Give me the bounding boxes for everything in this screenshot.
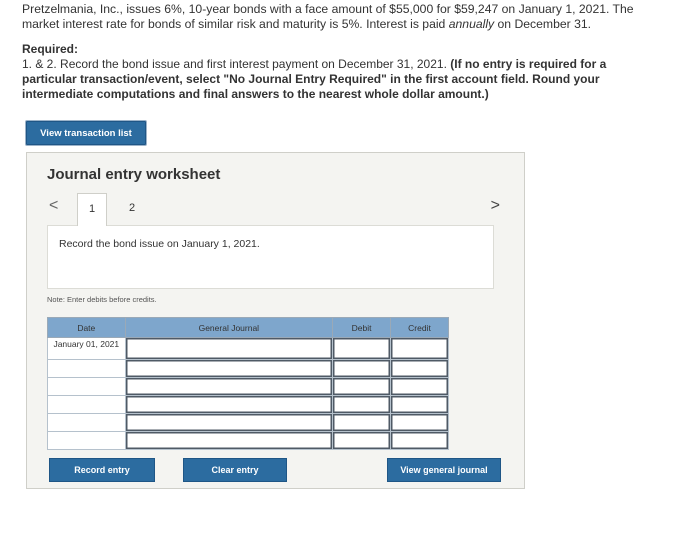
- credit-input[interactable]: [390, 378, 448, 396]
- debit-input[interactable]: [333, 432, 391, 450]
- date-cell-empty: [48, 360, 126, 378]
- instruction-panel: [47, 225, 494, 289]
- worksheet-title: Journal entry worksheet: [47, 166, 221, 183]
- table-row: [48, 360, 449, 378]
- debit-input[interactable]: [333, 360, 391, 378]
- table-row: [48, 396, 449, 414]
- table-row: [48, 414, 449, 432]
- problem-text: Pretzelmania, Inc., issues 6%, 10-year bonds with a face amount of $55,000 for $59,247 on January 1, 2021. The market interest rate for bonds of similar risk and maturity is 5%. Interest is paid: [22, 2, 634, 31]
- account-input[interactable]: [125, 414, 333, 432]
- debit-input[interactable]: [333, 378, 391, 396]
- date-cell-empty: [48, 396, 126, 414]
- debit-input[interactable]: [333, 414, 391, 432]
- required-instructions: (If no entry is required for a particular transaction/event, select "No Journal Entry Required" in the first account field. Round your intermediate computations and final answers to the nearest whole dollar amount.): [22, 57, 607, 101]
- date-cell-empty: [48, 378, 126, 396]
- debits-note: Note: Enter debits before credits.: [47, 295, 157, 304]
- account-input[interactable]: [125, 360, 333, 378]
- credit-input[interactable]: [390, 396, 448, 414]
- clear-entry-button[interactable]: Clear entry: [183, 458, 287, 482]
- record-entry-button[interactable]: Record entry: [49, 458, 155, 482]
- debit-input[interactable]: [333, 338, 391, 360]
- tab-1[interactable]: 1: [77, 193, 107, 226]
- table-row: [48, 432, 449, 450]
- prev-arrow-icon[interactable]: <: [49, 197, 59, 214]
- instruction-text: Record the bond issue on January 1, 2021.: [59, 238, 260, 250]
- next-arrow-icon[interactable]: >: [490, 197, 500, 214]
- required-section: [22, 42, 662, 102]
- date-cell[interactable]: January 01, 2021: [48, 338, 126, 360]
- account-input[interactable]: [125, 432, 333, 450]
- header-debit: Debit: [333, 318, 391, 338]
- view-general-journal-button[interactable]: View general journal: [387, 458, 501, 482]
- problem-text-italic: annually: [448, 17, 495, 31]
- debit-input[interactable]: [333, 396, 391, 414]
- date-cell-empty: [48, 414, 126, 432]
- journal-table: [47, 317, 449, 450]
- credit-input[interactable]: [390, 338, 448, 360]
- tab-2[interactable]: 2: [128, 202, 136, 214]
- table-row: [48, 338, 449, 360]
- credit-input[interactable]: [390, 414, 448, 432]
- date-cell-empty: [48, 432, 126, 450]
- header-date: Date: [48, 318, 126, 338]
- credit-input[interactable]: [390, 432, 448, 450]
- table-row: [48, 378, 449, 396]
- problem-statement: [22, 2, 672, 32]
- account-input[interactable]: [125, 338, 333, 360]
- view-transaction-list-button[interactable]: View transaction list: [26, 121, 146, 145]
- header-general-journal: General Journal: [125, 318, 333, 338]
- account-input[interactable]: [125, 396, 333, 414]
- required-text: 1. & 2. Record the bond issue and first interest payment on December 31, 2021.: [22, 57, 451, 71]
- journal-entry-worksheet: [26, 152, 525, 489]
- required-heading: Required:: [22, 42, 79, 56]
- problem-text-end: on December 31.: [494, 17, 592, 31]
- account-input[interactable]: [125, 378, 333, 396]
- header-credit: Credit: [390, 318, 448, 338]
- credit-input[interactable]: [390, 360, 448, 378]
